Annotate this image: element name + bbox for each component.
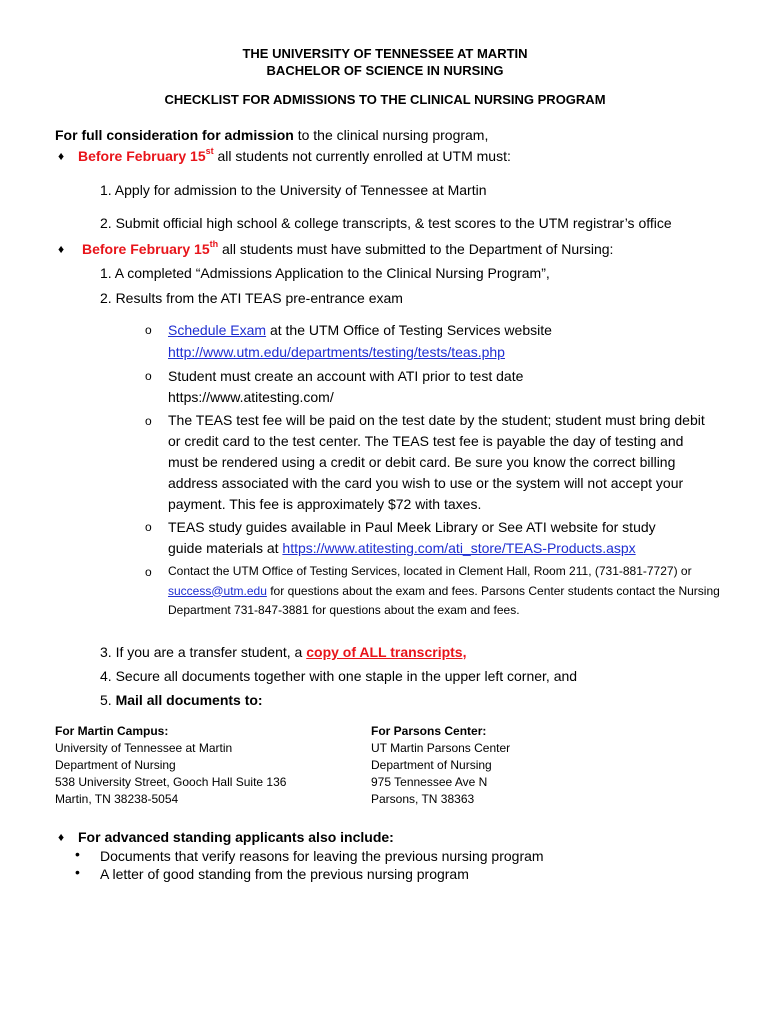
martin-line-3: 538 University Street, Gooch Hall Suite 136 (55, 775, 287, 789)
section2-item-1: 1. A completed “Admissions Application to the Clinical Nursing Program”, (100, 265, 550, 281)
circle-bullet-icon: o (145, 520, 152, 534)
intro-line (55, 125, 488, 146)
section2-rest: all students must have submitted to the Department of Nursing: (218, 241, 614, 257)
section2-deadline: Before February 15 (82, 241, 210, 257)
parsons-address (371, 723, 510, 808)
parsons-line-3: 975 Tennessee Ave N (371, 775, 488, 789)
item3-red-text: copy of ALL transcripts, (306, 644, 467, 660)
section1-item-2: 2. Submit official high school & college transcripts, & test scores to the UTM registrar’s office (100, 215, 672, 231)
parsons-line-2: Department of Nursing (371, 758, 492, 772)
header-university: THE UNIVERSITY OF TENNESSEE AT MARTIN (242, 46, 528, 61)
section1-deadline-sup: st (205, 146, 214, 157)
circle-bullet-icon: o (145, 323, 152, 337)
section1-rest: all students not currently enrolled at UTM must: (213, 148, 511, 164)
ati-url-text: https://www.atitesting.com/ (168, 389, 334, 405)
schedule-exam-rest: at the UTM Office of Testing Services website (266, 322, 552, 338)
intro-bold: For full consideration for admission (55, 127, 294, 143)
diamond-bullet-icon: ♦ (58, 830, 65, 844)
contact-text-a: Contact the UTM Office of Testing Services, located in Clement Hall, Room 211, (731-881-7727) or (168, 564, 692, 578)
martin-address (55, 723, 286, 808)
diamond-bullet-icon: ♦ (58, 149, 65, 163)
martin-line-2: Department of Nursing (55, 758, 176, 772)
advanced-title: For advanced standing applicants also include: (78, 829, 394, 845)
study-guides-line2 (168, 538, 636, 559)
sub-item-schedule (168, 320, 552, 341)
parsons-title: For Parsons Center: (371, 724, 487, 738)
martin-line-1: University of Tennessee at Martin (55, 741, 233, 755)
martin-line-4: Martin, TN 38238-5054 (55, 792, 179, 806)
schedule-exam-link[interactable]: Schedule Exam (168, 322, 267, 338)
item3-prefix: 3. If you are a transfer student, a (100, 644, 307, 660)
circle-bullet-icon: o (145, 414, 152, 428)
dot-bullet-icon: • (75, 846, 80, 862)
section2-heading (82, 239, 613, 260)
teas-testing-url-link[interactable]: http://www.utm.edu/departments/testing/tests/teas.php (168, 344, 505, 360)
parsons-line-4: Parsons, TN 38363 (371, 792, 475, 806)
dot-bullet-icon: • (75, 864, 80, 880)
email-link[interactable]: success@utm.edu (168, 583, 267, 598)
sub-item-contact (168, 562, 728, 621)
section1-heading (78, 146, 511, 167)
section2-item-4: 4. Secure all documents together with one staple in the upper left corner, and (100, 668, 578, 684)
intro-rest: to the clinical nursing program, (293, 127, 489, 143)
diamond-bullet-icon: ♦ (58, 242, 65, 256)
advanced-item-1: Documents that verify reasons for leaving the previous nursing program (100, 848, 544, 864)
study-guides-prefix: guide materials at (168, 540, 283, 556)
section2-item-3 (100, 642, 466, 663)
sub-item-ati-account: Student must create an account with ATI prior to test date (168, 368, 524, 384)
header-program: BACHELOR OF SCIENCE IN NURSING (266, 63, 504, 78)
sub-item-study-guides: TEAS study guides available in Paul Meek Library or See ATI website for study (168, 519, 656, 535)
teas-products-link[interactable]: https://www.atitesting.com/ati_store/TEAS-Products.aspx (282, 540, 636, 556)
circle-bullet-icon: o (145, 565, 152, 579)
section1-deadline: Before February 15 (78, 148, 206, 164)
section1-item-1: 1. Apply for admission to the University of Tennessee at Martin (100, 182, 487, 198)
section2-item-2: 2. Results from the ATI TEAS pre-entrance exam (100, 290, 403, 306)
item5-bold: Mail all documents to: (115, 692, 263, 708)
item5-prefix: 5. (100, 692, 116, 708)
advanced-item-2: A letter of good standing from the previous nursing program (100, 866, 469, 882)
section2-deadline-sup: th (209, 239, 219, 250)
section2-item-5 (100, 690, 263, 711)
circle-bullet-icon: o (145, 369, 152, 383)
parsons-line-1: UT Martin Parsons Center (371, 741, 511, 755)
contact-text-b: for questions about the exam and fees. Parsons Center students contact the Nursing Department 731-847-3881 for questions about the exam and fees. (168, 583, 720, 617)
sub-item-teas-fee: The TEAS test fee will be paid on the test date by the student; student must bring debit or credit card to the test center. The TEAS test fee is payable the day of testing and must be rendered using a credit or debit card. Be sure you know the correct billing address associated with the card you wish to use or the system will not accept your payment. This fee is approximately $72 with taxes. (168, 412, 705, 512)
header-checklist-title: CHECKLIST FOR ADMISSIONS TO THE CLINICAL NURSING PROGRAM (164, 92, 606, 107)
martin-title: For Martin Campus: (55, 724, 169, 738)
